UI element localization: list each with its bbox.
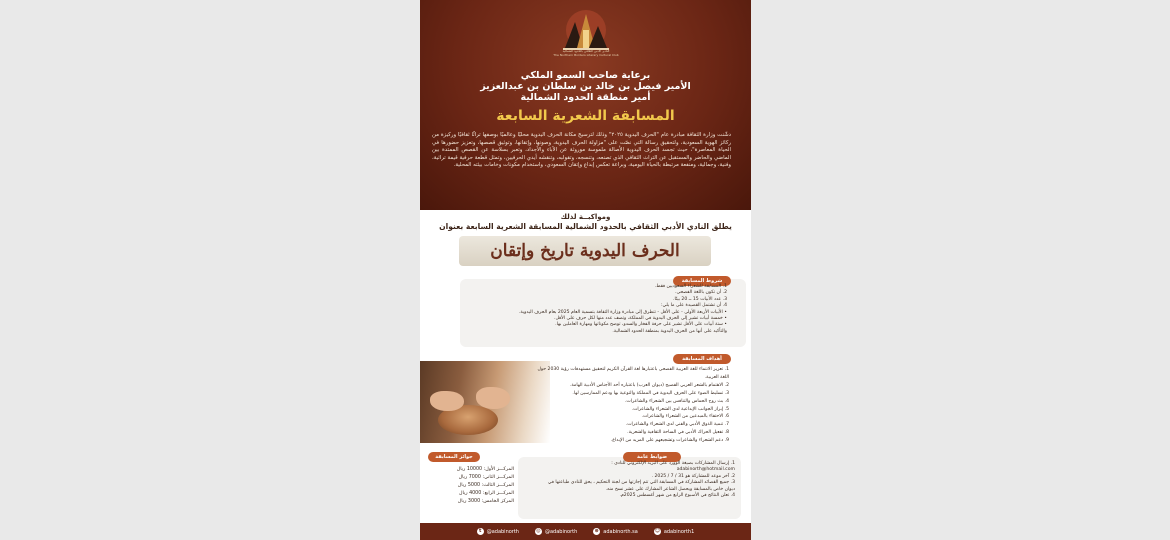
logo-caption-en: The Northern Borders Literary Cultural Club	[553, 53, 619, 57]
general-rule-item: 3. جميع القصائد المشاركة في المسابقة التي تتم إجازتها من لجنة التحكيم ، يحق للنادي طباعتها في ديوان خاص بالمسابقة ويحصل الشاعر المشارك على عشر نسخ منه.	[547, 480, 735, 492]
instagram-handle: @adabinorth	[544, 528, 578, 535]
patron-line-3: أمير منطقة الحدود الشمالية	[520, 92, 651, 103]
condition-item: • خمسة أبيات تشير إلى الحرف اليدوية في المملكة، وتصف عدد منها لكل حرف على الأقل.	[554, 316, 727, 322]
general-rule-item: 1. إرسال المشاركات بصيغة الوورد على البريد الإلكتروني للنادي :	[611, 461, 735, 466]
prize-item: المركـــز الرابع: 4000 ريال	[458, 491, 514, 496]
goal-item: 1. تعزيز الانتماء للغة العربية الفصحى باعتبارها لغة القرآن الكريم لتحقيق مستهدفات رؤية 2030 حول اللغة العربية.	[537, 367, 729, 380]
general-rules-tag: ضوابط عامة	[623, 452, 681, 462]
hand-left-shape	[430, 391, 464, 411]
email-address[interactable]: adabinorth@hotmail.com	[676, 467, 735, 473]
condition-item: • ستة أبيات على الأقل تشير على حرفة الفخار والسدو، توضح مكوناتها ومهارة العاملين بها.	[555, 322, 727, 328]
announcement	[420, 213, 751, 232]
instagram-icon: ◎	[536, 528, 541, 534]
competition-title: المسابقة الشعرية السابعة	[496, 108, 675, 124]
globe-icon: ⊕	[594, 528, 599, 534]
twitter-handle: @adabinorth	[486, 528, 519, 535]
condition-item: 4. أن تشتمل القصيدة على ما يلي:	[660, 303, 727, 309]
intro-paragraph: دشّنت وزارة الثقافة مبادرة عام "الحرف اليدوية ٢٠٢٥" وذلك لترسيخ مكانة الحرف اليدوية محليًا وعالميًا بوصفها تراثًا ثقافيًا وركيزة من ركائز الهوية السعودية، ولتحقيق رسالة التي نصّت على "مزاولة الحرف اليدوية، وصونها، وإتقانها، وتوثيق قصصها، وتعزيز حضورها في الحياة المعاصرة"، حيث تجسد الحرف اليدوية الأصالة ملموسة موروثة عن الآباء والأجداد، وتعبر بسلاسة عن القصص الممتدة بين الماضي والحاضر والمستقبل عن التراث الثقافي الذي تصنعه، وتنسجه، وتقولبه، وتنقشه أيدي الحرفيين، وتمثل قطعة حرفية قيمة تراثية، وفنية، وجمالية، ومنفعة مرتبطة بالحياة اليومية، وبراعة تعكس إبداع وإتقان السعودي، واستخدام مكونات وخامات بيئته المحلية.	[432, 132, 732, 169]
general-rules-list	[539, 461, 735, 499]
goals-list	[529, 366, 729, 445]
goal-item: 2. الاهتمام بالشعر العربي الفصيح (ديوان العرب) باعتباره أحد الأجناس الأدبية الهامة.	[569, 382, 729, 388]
goal-item: 6. الاحتفاء بالمبدعين من الشعراء والشاعرات.	[641, 414, 729, 420]
patron-line-2: الأمير فيصل بن خالد بن سلطان بن عبدالعزيز	[480, 81, 691, 92]
conditions-list	[459, 284, 727, 335]
goal-item: 9. دعم الشعراء والشاعرات وتشجيعهم على المزيد من الإبداع.	[610, 438, 729, 444]
condition-item: 3. عدد الأبيات 15 ــ 20 بيتًا.	[673, 296, 727, 302]
logo-caption-ar: النادي الأدبي الثقافي بالحدود الشمالية	[562, 49, 610, 53]
conditions-tag: شروط المسابقة	[673, 276, 731, 286]
condition-item: 1. المسابقة للشعراء السعوديين فقط.	[654, 284, 727, 289]
hand-right-shape	[476, 387, 510, 409]
goals-tag: أهداف المسابقة	[673, 354, 731, 364]
general-rule-item: 4. تعلن النتائج في الأسبوع الرابع من شهر أغسطس 2025م.	[619, 493, 735, 499]
patronage-text	[420, 70, 751, 103]
prizes-list	[428, 466, 514, 506]
condition-item: والتأكيد على أنها من الحرف اليدوية بمنطقة الحدود الشمالية.	[612, 328, 727, 334]
goal-item: 8. تفعيل الحراك الأدبي في الساحة الثقافية والشعرية.	[627, 430, 729, 436]
twitter-link[interactable]	[477, 528, 519, 535]
poster	[420, 0, 751, 540]
logo-caption	[540, 49, 632, 57]
header	[420, 0, 751, 210]
patron-line-1: برعاية صاحب السمو الملكي	[520, 70, 651, 81]
announce-line-2: يطلق النادي الأدبي الثقافي بالحدود الشمالية المسابقة الشعرية السابعة بعنوان	[439, 222, 732, 231]
snapchat-link[interactable]	[654, 528, 694, 535]
website-url: adabinorth.sa	[603, 528, 638, 535]
goal-item: 3. تسليط الضوء على الحرف اليدوية في المملكة والتوعية بها ودعم الممارسين لها.	[572, 390, 729, 396]
snapchat-icon: ☺	[654, 528, 660, 534]
condition-item: 2. أن تكون باللغة الفصحى.	[675, 290, 727, 296]
theme-banner: الحرف اليدوية تاريخ وإتقان	[459, 236, 711, 266]
goal-item: 4. بث روح الحماس والتنافس بين الشعراء والشاعرات.	[624, 398, 729, 404]
instagram-link[interactable]	[535, 528, 577, 535]
prize-item: المركـــز الثالث: 5000 ريال	[457, 483, 514, 488]
prize-item: المركـــز الثاني: 7000 ريال	[458, 475, 514, 480]
goal-item: 5. إبراز الجوانب الإبداعية لدى الشعراء والشاعرات.	[631, 406, 729, 412]
footer	[420, 523, 751, 540]
snapchat-handle: adabinorth1	[663, 528, 695, 535]
prizes-tag: جوائز المسابقة	[428, 452, 480, 462]
prize-item: المركز الخامس: 3000 ريال	[457, 499, 514, 504]
goal-item: 7. تنمية الذوق الأدبي والفني لدى الشعراء والشاعرات.	[625, 422, 729, 428]
announce-line-1: ومواكبــة لذلك	[560, 213, 611, 221]
prize-item: المركـــز الأول: 10000 ريال	[456, 467, 514, 472]
condition-item: • الأبيات الأربعة الأولى - على الأقل - تتطرق إلى مبادرة وزارة الثقافة بتسمية العام 2025 بعام الحرف اليدوية.	[518, 309, 727, 315]
twitter-icon: t	[477, 528, 484, 535]
general-rule-item: 2. آخر موعد للمشاركة هو 31 / 7 / 2025 .	[651, 473, 735, 479]
website-link[interactable]	[593, 528, 638, 535]
